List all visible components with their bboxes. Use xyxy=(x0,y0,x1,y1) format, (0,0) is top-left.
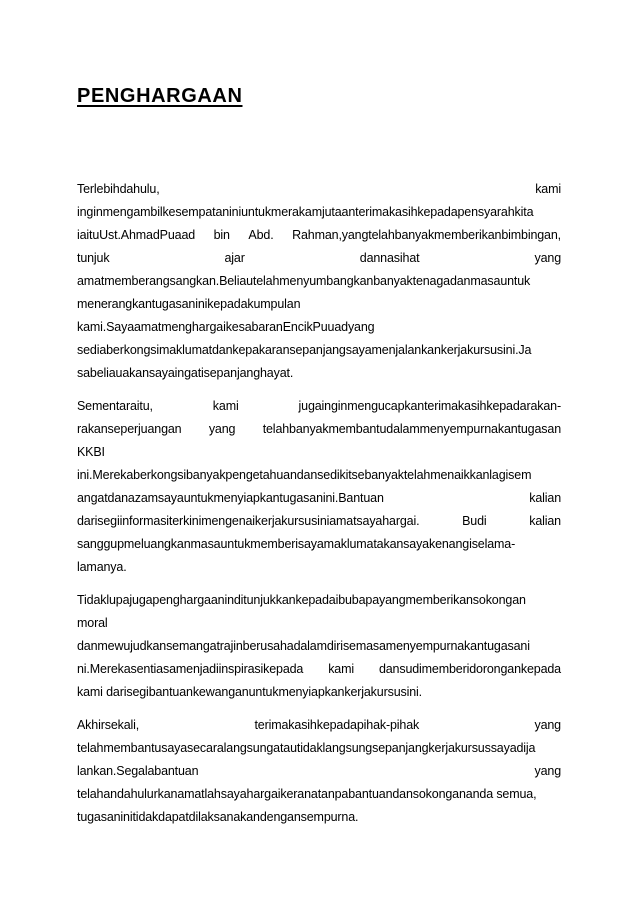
word: lamanya. xyxy=(77,560,127,574)
word: bin xyxy=(213,228,230,242)
word: rakanseperjuangan xyxy=(77,422,182,436)
word: Tidaklupajugapenghargaaninditunjukkankepadaibubapayangmemberikansokongan xyxy=(77,593,526,607)
text-line xyxy=(77,556,561,579)
text-line xyxy=(77,635,561,658)
word: dannasihat xyxy=(359,251,420,265)
word: Rahman,yangtelahbanyakmemberikanbimbingan, xyxy=(292,228,561,242)
text-line xyxy=(77,760,561,783)
word: Budi xyxy=(462,514,487,528)
word: inginmengambilkesempataniniuntukmerakamjutaanterimakasihkepadapensyarahkita xyxy=(77,205,534,219)
word: telahandahulurkanamatlahsayahargaikeranatanpabantuandansokongananda semua, xyxy=(77,787,537,801)
text-line xyxy=(77,362,561,385)
text-line xyxy=(77,533,561,556)
paragraph xyxy=(77,395,561,579)
text-line xyxy=(77,464,561,487)
word: angatdanazamsayauntukmenyiapkantugasanini.Bantuan xyxy=(77,491,384,505)
word: kami xyxy=(535,182,561,196)
word: tunjuk xyxy=(77,251,110,265)
word: menerangkantugasaninikepadakumpulan xyxy=(77,297,301,311)
text-line xyxy=(77,418,561,441)
word: ni.Merekasentiasamenjadiinspirasikepada xyxy=(77,662,304,676)
text-line xyxy=(77,270,561,293)
word: kami darisegibantuankewanganuntukmenyiapkankerjakursusini. xyxy=(77,685,422,699)
word: kalian xyxy=(529,514,561,528)
word: telahmembantusayasecaralangsungatautidaklangsungsepanjangkerjakursussayadija xyxy=(77,741,536,755)
text-line xyxy=(77,224,561,247)
word: yang xyxy=(534,718,561,732)
text-line xyxy=(77,316,561,339)
word: Akhirsekali, xyxy=(77,718,140,732)
word: Terlebihdahulu, xyxy=(77,182,160,196)
text-line xyxy=(77,783,561,806)
word: kami xyxy=(328,662,354,676)
word: ajar xyxy=(224,251,245,265)
body-text xyxy=(77,178,561,839)
text-line xyxy=(77,737,561,760)
text-line xyxy=(77,681,561,704)
word: tugasaninitidakdapatdilaksanakandengansempurna. xyxy=(77,810,359,824)
text-line xyxy=(77,395,561,418)
word: amatmemberangsangkan.Beliautelahmenyumbangkanbanyaktenagadanmasauntuk xyxy=(77,274,531,288)
word: KKBI xyxy=(77,445,105,459)
text-line xyxy=(77,510,561,533)
text-line xyxy=(77,589,561,612)
text-line xyxy=(77,339,561,362)
text-line xyxy=(77,487,561,510)
word: danmewujudkansemangatrajinberusahadalamdirisemasamenyempurnakantugasani xyxy=(77,639,530,653)
text-line xyxy=(77,806,561,829)
text-line xyxy=(77,441,561,464)
word: Sementaraitu, xyxy=(77,399,153,413)
word: kalian xyxy=(529,491,561,505)
word: kami.SayaamatmenghargaikesabaranEncikPuuadyang xyxy=(77,320,375,334)
word: yang xyxy=(534,764,561,778)
text-line xyxy=(77,293,561,316)
word: ini.Merekaberkongsibanyakpengetahuandansedikitsebanyaktelahmenaikkanlagisem xyxy=(77,468,532,482)
word: telahbanyakmembantudalammenyempurnakantugasan xyxy=(262,422,561,436)
word: sabeliauakansayaingatisepanjanghayat. xyxy=(77,366,294,380)
word: sanggupmeluangkanmasauntukmemberisayamaklumatakansayakenangiselama- xyxy=(77,537,516,551)
word: dansudimemberidorongankepada xyxy=(378,662,561,676)
text-line xyxy=(77,201,561,224)
word: moral xyxy=(77,616,108,630)
word: sediaberkongsimaklumatdankepakaransepanjangsayamenjalankankerjakursusini.Ja xyxy=(77,343,532,357)
paragraph xyxy=(77,178,561,385)
paragraph xyxy=(77,589,561,704)
word: darisegiinformasiterkinimengenaikerjakursusiniamatsayahargai. xyxy=(77,514,420,528)
text-line xyxy=(77,612,561,635)
text-line xyxy=(77,247,561,270)
word: lankan.Segalabantuan xyxy=(77,764,199,778)
text-line xyxy=(77,714,561,737)
text-line xyxy=(77,658,561,681)
word: Abd. xyxy=(248,228,274,242)
word: jugainginmengucapkanterimakasihkepadarakan- xyxy=(298,399,561,413)
paragraph xyxy=(77,714,561,829)
page-title: PENGHARGAAN xyxy=(77,85,243,107)
word: kami xyxy=(212,399,239,413)
word: yang xyxy=(208,422,236,436)
text-line xyxy=(77,178,561,201)
word: yang xyxy=(534,251,561,265)
word: terimakasihkepadapihak-pihak xyxy=(254,718,420,732)
word: iaituUst.AhmadPuaad xyxy=(77,228,196,242)
